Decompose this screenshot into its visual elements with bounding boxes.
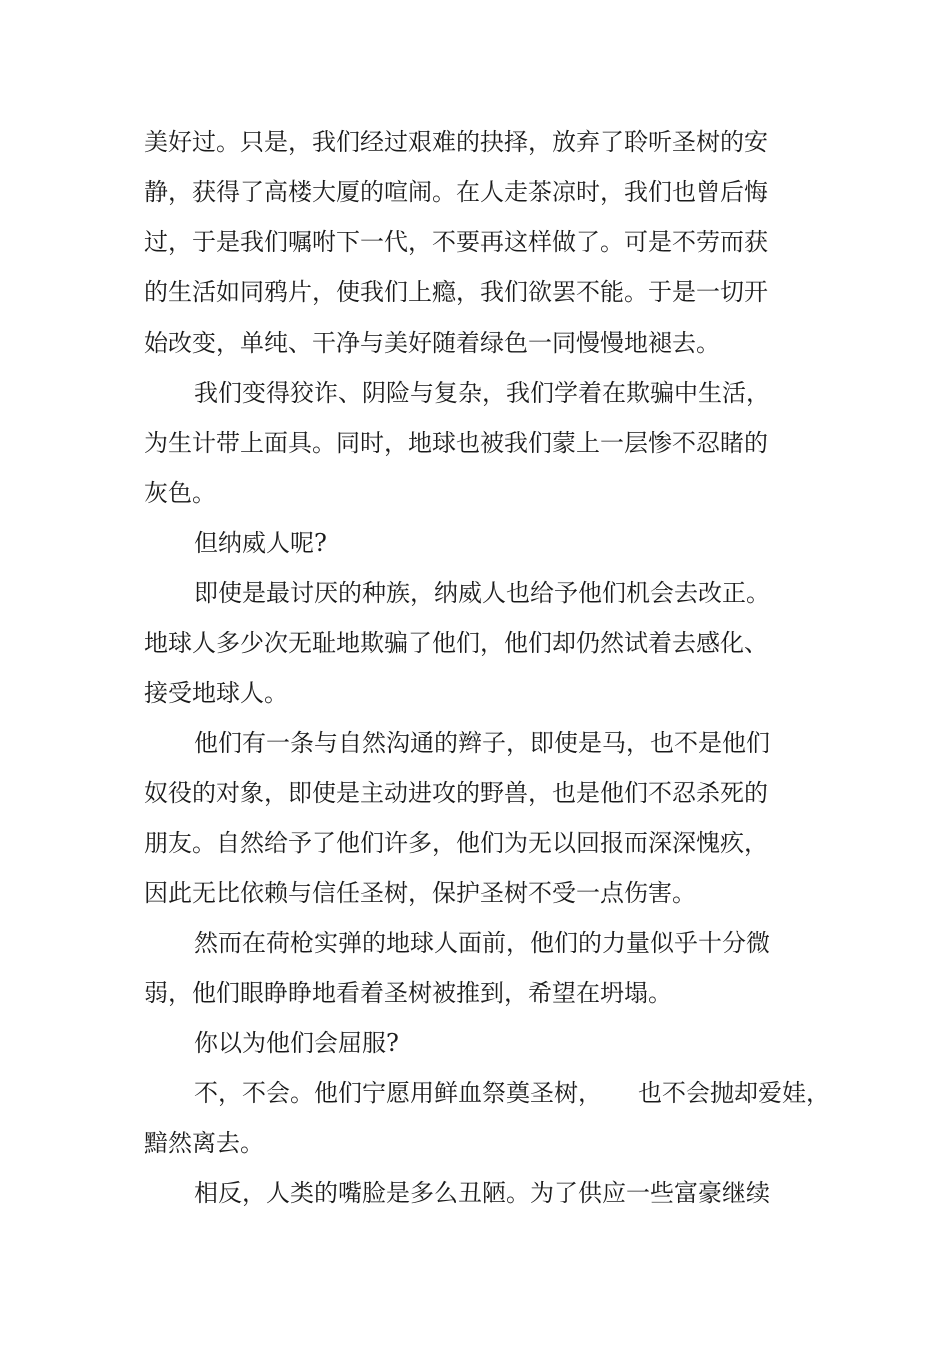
text-line-12: 接受地球人。 [144, 679, 288, 707]
text-line-21: 黯然离去。 [144, 1129, 264, 1157]
text-line-6: 我们变得狡诈、阴险与复杂，我们学着在欺骗中生活， [194, 379, 770, 407]
text-line-8: 灰色。 [144, 479, 216, 507]
text-line-19: 你以为他们会屈服? [194, 1029, 399, 1057]
text-line-2: 静，获得了高楼大厦的喧闹。在人走茶凉时，我们也曾后悔 [144, 178, 768, 206]
text-line-22: 相反，人类的嘴脸是多么丑陋。为了供应一些富豪继续 [194, 1179, 770, 1207]
text-line-14: 奴役的对象，即使是主动进攻的野兽，也是他们不忍杀死的 [144, 779, 768, 807]
text-line-7: 为生计带上面具。同时，地球也被我们蒙上一层惨不忍睹的 [144, 429, 768, 457]
text-line-17: 然而在荷枪实弹的地球人面前，他们的力量似乎十分微 [194, 929, 770, 957]
text-line-11: 地球人多少次无耻地欺骗了他们，他们却仍然试着去感化、 [144, 629, 768, 657]
text-line-5: 始改变，单纯、干净与美好随着绿色一同慢慢地褪去。 [144, 329, 720, 357]
text-line-9: 但纳威人呢? [194, 529, 327, 557]
text-line-13: 他们有一条与自然沟通的辫子，即使是马，也不是他们 [194, 729, 770, 757]
text-line-20: 不，不会。他们宁愿用鲜血祭奠圣树， 也不会抛却爱娃， [194, 1079, 830, 1107]
text-line-15: 朋友。自然给予了他们许多，他们为无以回报而深深愧疚， [144, 829, 768, 857]
text-line-18: 弱，他们眼睁睁地看着圣树被推到，希望在坍塌。 [144, 979, 672, 1007]
text-line-1: 美好过。只是，我们经过艰难的抉择，放弃了聆听圣树的安 [144, 128, 768, 156]
text-line-10: 即使是最讨厌的种族，纳威人也给予他们机会去改正。 [194, 579, 770, 607]
text-line-16: 因此无比依赖与信任圣树，保护圣树不受一点伤害。 [144, 879, 696, 907]
text-line-4: 的生活如同鸦片，使我们上瘾，我们欲罢不能。于是一切开 [144, 278, 768, 306]
text-line-3: 过，于是我们嘱咐下一代，不要再这样做了。可是不劳而获 [144, 228, 768, 256]
